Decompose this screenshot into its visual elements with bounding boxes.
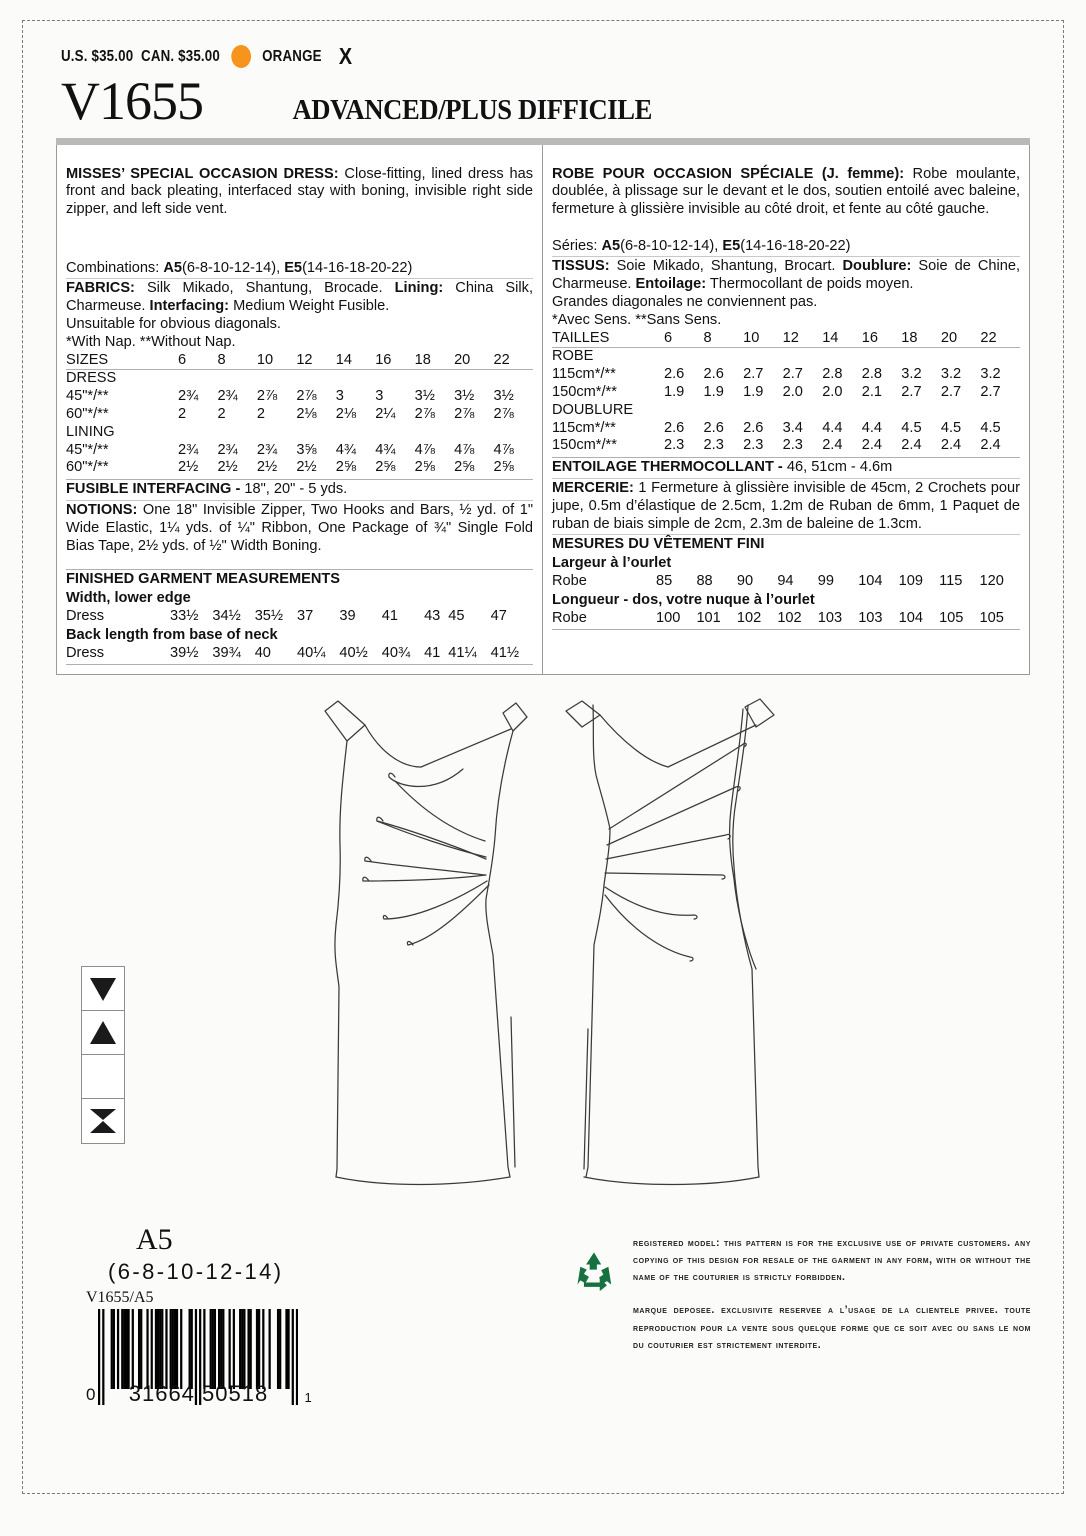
yardage-cell: 2.6	[703, 366, 724, 383]
french-desc-text: Robe moulante, doublée, à plissage sur le devant et le dos, soutien entoilé avec baleine, fermeture à glissière invisible au côté droit, et fente au côté gauche.	[552, 165, 1021, 218]
yardage-cell: 3	[335, 388, 344, 405]
french-column	[543, 145, 1029, 674]
group-header: DRESS	[66, 370, 117, 387]
yardage-cell: 4.4	[861, 419, 883, 436]
interfacing-text: Medium Weight Fusible.	[229, 298, 390, 315]
yardage-cell: 2.4	[861, 437, 883, 454]
measurement-cell: 39¾	[212, 644, 241, 661]
yardage-cell: 2.7	[940, 383, 962, 400]
english-unsuitable: Unsuitable for obvious diagonals.	[66, 315, 281, 332]
measurement-cell: 105	[939, 609, 964, 626]
measurement-cell: 90	[736, 573, 754, 590]
measurement-cell: 102	[777, 609, 802, 626]
yardage-cell: 1.9	[703, 383, 724, 400]
row-label: 150cm*/**	[552, 383, 617, 400]
dress-front-illustration	[303, 669, 573, 1209]
interfacing-line-text: 18", 20" - 5 yds.	[240, 481, 348, 498]
yardage-cell: 2.7	[901, 383, 922, 400]
spacer	[66, 234, 533, 260]
measurement-cell: 40	[254, 644, 271, 661]
french-finished-table	[552, 554, 1020, 627]
interfacing-label: Interfacing:	[149, 298, 230, 315]
english-nap-note: *With Nap. **Without Nap.	[66, 333, 236, 350]
spacer	[66, 555, 533, 567]
measurement-cell: 35½	[254, 608, 284, 625]
yardage-cell: 3.2	[980, 366, 1001, 383]
yardage-cell: 2.6	[664, 366, 685, 383]
french-interfacing-line	[552, 459, 1020, 477]
triangle-down-icon	[88, 976, 118, 1002]
symbol-key-box	[81, 966, 125, 1144]
yardage-cell: 2¾	[178, 388, 199, 405]
size-cell: 20	[454, 352, 493, 370]
combo-a-code: A5	[163, 259, 182, 276]
english-title: MISSES’ SPECIAL OCCASION DRESS:	[66, 165, 339, 182]
divider	[552, 256, 1020, 257]
row-label: Robe	[552, 573, 587, 590]
table-row	[66, 442, 533, 460]
size-cell: 12	[783, 330, 823, 348]
yardage-cell: 2	[256, 405, 265, 422]
yardage-cell: 2¾	[256, 441, 278, 458]
yardage-cell: 3½	[493, 388, 514, 405]
table-row	[552, 554, 1020, 572]
table-row	[66, 406, 533, 424]
entoilage-line-label: ENTOILAGE THERMOCOLLANT -	[552, 459, 783, 476]
yardage-cell: 4.5	[940, 419, 962, 436]
mercerie-text: 1 Fermeture à glissière invisible de 45cm, 2 Crochets pour jupe, 0.5m d’élastique de 2.5cm, 1.2m de Ruban de 6mm, 1 Paquet de ruban de biais simple de 2cm, 2.3m de baleine de 1.3cm.	[552, 479, 1020, 532]
measurement-cell: 120	[979, 573, 1004, 590]
size-cell: 14	[336, 352, 375, 370]
tissus-label: TISSUS:	[552, 258, 610, 275]
yardage-cell: 4¾	[375, 441, 396, 458]
grey-separator-band	[56, 138, 1030, 145]
yardage-cell: 3.4	[782, 419, 803, 436]
row-label: Robe	[552, 609, 587, 626]
combo-e-code: E5	[284, 259, 303, 276]
recycle-symbol-icon	[571, 1249, 617, 1293]
symbol-cell-up-triangle	[82, 1011, 124, 1055]
yardage-cell: 2.0	[822, 383, 843, 400]
measurement-cell: 47	[490, 608, 507, 625]
table-row	[66, 607, 533, 625]
size-cell: 16	[862, 330, 902, 348]
yardage-cell: 2½	[178, 459, 199, 476]
barcode-image	[98, 1309, 298, 1405]
measurement-cell: 45	[448, 608, 465, 625]
yardage-cell: 2⅞	[454, 405, 475, 422]
table-row	[552, 572, 1020, 590]
measurement-cell: 100	[656, 609, 681, 626]
barcode-area	[86, 1309, 408, 1405]
size-cell: 8	[217, 352, 256, 370]
entoilage-text: Thermocollant de poids moyen.	[706, 276, 914, 293]
measurement-cell: 94	[777, 573, 794, 590]
size-cell: 12	[296, 352, 335, 370]
table-row	[552, 348, 1020, 366]
yardage-cell: 2⅝	[454, 459, 475, 476]
size-cell: 6	[178, 352, 217, 370]
measurement-cell: 105	[979, 609, 1004, 626]
table-row	[66, 626, 533, 644]
english-interfacing-line	[66, 481, 533, 499]
measurement-cell: 115	[939, 573, 963, 590]
measurement-cell: 34½	[212, 608, 241, 625]
yardage-cell: 3½	[454, 388, 475, 405]
yardage-cell: 2.8	[822, 366, 843, 383]
combinations-label: Combinations:	[66, 259, 164, 276]
measurement-cell: 40½	[339, 644, 368, 661]
yardage-cell: 4.5	[980, 419, 1001, 436]
barcode-label: V1655/A5	[86, 1289, 154, 1306]
measurement-subhead: Largeur à l’ourlet	[552, 555, 672, 572]
yardage-cell: 2.4	[901, 437, 922, 454]
measurement-cell: 37	[297, 608, 314, 625]
table-row	[552, 420, 1020, 438]
measurement-cell: 40¾	[381, 644, 411, 661]
group-header: ROBE	[552, 348, 594, 365]
french-combinations	[552, 238, 1020, 256]
symbol-cell-blank	[82, 1055, 124, 1099]
yardage-cell: 1.9	[664, 383, 685, 400]
size-cell: 10	[257, 352, 296, 370]
divider	[552, 629, 1020, 630]
yardage-cell: 2.7	[782, 366, 803, 383]
size-cell: 8	[704, 330, 744, 348]
english-finished-table	[66, 589, 533, 662]
english-desc-text: Close-fitting, lined dress has front and back pleating, interfaced stay with boning, invisible right side zipper, and left side vent.	[66, 165, 534, 218]
yardage-cell: 2.8	[861, 366, 883, 383]
header	[23, 21, 1063, 131]
french-description	[552, 166, 1020, 219]
yardage-cell: 2.3	[743, 437, 764, 454]
yardage-cell: 2⅝	[335, 459, 357, 476]
yardage-cell: 4⅞	[414, 441, 435, 458]
measurement-subhead: Back length from base of neck	[66, 626, 278, 643]
yardage-cell: 2⅛	[296, 405, 317, 422]
yardage-cell: 3⅝	[296, 441, 317, 458]
tissus-text: Soie Mikado, Shantung, Brocart.	[609, 258, 843, 275]
table-row	[552, 366, 1020, 384]
combo-e-sizes: (14-16-18-20-22)	[740, 237, 851, 254]
yardage-cell: 4.5	[901, 419, 922, 436]
fabrics-label: FABRICS:	[66, 280, 135, 297]
yardage-cell: 2.0	[782, 383, 803, 400]
table-row	[552, 402, 1020, 420]
recycle-icon	[571, 1235, 619, 1354]
interfacing-line-label: FUSIBLE INTERFACING -	[66, 481, 241, 498]
table-row	[66, 589, 533, 607]
title-row	[61, 71, 1063, 131]
legal-texts	[633, 1235, 1031, 1354]
table-row	[66, 424, 533, 442]
table-row	[552, 330, 1020, 348]
yardage-cell: 3.2	[901, 366, 922, 383]
color-name: ORANGE	[262, 47, 322, 65]
table-row	[552, 437, 1020, 455]
size-cell: 18	[415, 352, 454, 370]
yardage-cell: 2⅛	[335, 405, 357, 422]
english-fabrics	[66, 280, 533, 316]
lining-text: China Silk, Charmeuse.	[66, 280, 533, 315]
measurement-cell: 103	[858, 609, 883, 626]
french-nap-note: *Avec Sens. **Sans Sens.	[552, 311, 722, 328]
divider	[66, 278, 533, 279]
french-yardage-body	[552, 330, 1020, 456]
measurement-cell: 40¼	[297, 644, 326, 661]
measurement-subhead: Longueur - dos, votre nuque à l’ourlet	[552, 591, 815, 608]
size-block	[78, 1223, 408, 1405]
fabrics-text: Silk Mikado, Shantung, Brocade.	[134, 280, 395, 297]
doublure-label: Doublure:	[842, 258, 912, 275]
yardage-cell: 2⅝	[493, 459, 514, 476]
english-finished-body	[66, 589, 533, 662]
yardage-cell: 2.4	[940, 437, 962, 454]
info-columns	[56, 145, 1030, 675]
yardage-cell: 1.9	[743, 383, 764, 400]
combo-e-code: E5	[722, 237, 741, 254]
yardage-cell: 2.3	[782, 437, 803, 454]
yardage-cell: 2.6	[743, 419, 764, 436]
french-unsuitable: Grandes diagonales ne conviennent pas.	[552, 293, 818, 310]
yardage-cell: 2½	[256, 459, 278, 476]
yardage-cell: 2⅝	[414, 459, 435, 476]
row-label: 45"*/**	[66, 388, 109, 405]
measurement-cell: 99	[817, 573, 834, 590]
legal-block	[571, 1235, 1031, 1354]
measurement-cell: 41	[424, 644, 441, 661]
sizes-header: SIZES	[66, 352, 178, 370]
yardage-cell: 2.7	[743, 366, 764, 383]
yardage-cell: 4⅞	[493, 441, 514, 458]
measurement-cell: 33½	[170, 608, 199, 625]
row-label: Dress	[66, 608, 105, 625]
entoilage-label: Entoilage:	[635, 276, 707, 293]
table-row	[552, 384, 1020, 402]
table-row	[66, 352, 533, 370]
divider	[552, 478, 1020, 479]
divider	[66, 500, 533, 501]
group-header: LINING	[66, 423, 115, 440]
combo-a-sizes: (6-8-10-12-14),	[182, 259, 285, 276]
yardage-cell: 4¾	[335, 441, 357, 458]
french-notions	[552, 480, 1020, 533]
yardage-cell: 3	[375, 388, 384, 405]
yardage-cell: 2.3	[703, 437, 724, 454]
us-price: U.S. $35.00	[61, 47, 134, 65]
table-row	[552, 591, 1020, 609]
symbol-cell-down-triangle	[82, 967, 124, 1011]
yardage-cell: 2.6	[703, 419, 724, 436]
legal-text-fr: marque deposee. exclusivite reservee a l’usage de la clientele privee. toute reproduction pour la vente sous quelque forme que ce soit avec ou sans le nom du couturier est strictement interdite.	[633, 1304, 1031, 1351]
table-row	[66, 459, 533, 477]
row-label: 60"*/**	[66, 405, 109, 422]
size-cell: 20	[941, 330, 981, 348]
yardage-cell: 2¼	[375, 405, 396, 422]
size-cell: 16	[375, 352, 414, 370]
measurement-cell: 104	[898, 609, 923, 626]
english-yardage-table	[66, 352, 533, 478]
yardage-cell: 2.7	[980, 383, 1001, 400]
french-finished-body	[552, 554, 1020, 627]
lining-label: Lining:	[394, 280, 444, 297]
entoilage-line-text: 46, 51cm - 4.6m	[782, 459, 893, 476]
barcode-digit-right: 1	[304, 1390, 312, 1405]
size-cell: 18	[901, 330, 941, 348]
yardage-cell: 3.2	[940, 366, 962, 383]
illustration-area	[56, 661, 1030, 1251]
yardage-cell: 4.4	[822, 419, 843, 436]
yardage-cell: 2¾	[178, 441, 199, 458]
yardage-cell: 2.1	[861, 383, 883, 400]
can-price: CAN. $35.00	[141, 47, 220, 65]
measurement-cell: 102	[736, 609, 762, 626]
row-label: Dress	[66, 644, 105, 661]
yardage-cell: 2⅞	[256, 388, 278, 405]
measurement-cell: 41½	[490, 644, 519, 661]
english-combinations	[66, 260, 533, 278]
french-title: ROBE POUR OCCASION SPÉCIALE (J. femme):	[552, 165, 905, 182]
barcode-digits: 31664 50518	[128, 1381, 269, 1406]
yardage-cell: 2½	[217, 459, 238, 476]
row-label: 150cm*/**	[552, 437, 617, 454]
yardage-cell: 3½	[414, 388, 435, 405]
measurement-cell: 39	[339, 608, 356, 625]
french-fabrics	[552, 258, 1020, 294]
yardage-cell: 2⅞	[296, 388, 317, 405]
table-row	[66, 370, 533, 388]
sizes-header: TAILLES	[552, 330, 664, 348]
divider	[66, 569, 533, 570]
difficulty-label: ADVANCED/PLUS DIFFICILE	[292, 95, 652, 126]
symbol-cell-hourglass	[82, 1099, 124, 1143]
notions-label: NOTIONS:	[66, 501, 138, 518]
measurement-cell: 39½	[170, 644, 199, 661]
english-yardage-body	[66, 352, 533, 478]
english-description	[66, 166, 533, 219]
row-label: 45"*/**	[66, 441, 109, 458]
measurement-cell: 85	[656, 573, 673, 590]
x-mark-icon: X	[338, 43, 353, 69]
row-label: 115cm*/**	[552, 366, 616, 383]
measurement-cell: 41	[381, 608, 398, 625]
yardage-cell: 2.3	[664, 437, 685, 454]
english-finished-header: FINISHED GARMENT MEASUREMENTS	[66, 571, 341, 588]
table-row	[552, 609, 1020, 627]
series-label: Séries:	[552, 237, 602, 254]
french-finished-header: MESURES DU VÊTEMENT FINI	[552, 536, 765, 553]
yardage-cell: 2.6	[664, 419, 685, 436]
table-row	[66, 388, 533, 406]
size-cell: 22	[980, 330, 1020, 348]
footer	[23, 1223, 1063, 1493]
combo-a-sizes: (6-8-10-12-14),	[620, 237, 723, 254]
measurement-cell: 43	[424, 608, 441, 625]
yardage-cell: 2⅞	[493, 405, 514, 422]
yardage-cell: 2⅞	[414, 405, 435, 422]
english-notions	[66, 502, 533, 555]
doublure-text: Soie de Chine, Charmeuse.	[552, 258, 1021, 293]
yardage-cell: 2⅝	[375, 459, 396, 476]
table-row	[66, 644, 533, 662]
combo-a-code: A5	[601, 237, 621, 254]
yardage-cell: 2	[217, 405, 226, 422]
row-label: 60"*/**	[66, 459, 109, 476]
size-cell: 14	[822, 330, 862, 348]
measurement-cell: 88	[696, 573, 713, 590]
combo-e-sizes: (14-16-18-20-22)	[302, 259, 413, 276]
english-column	[57, 145, 543, 674]
divider	[552, 457, 1020, 458]
divider	[66, 479, 533, 480]
mercerie-label: MERCERIE:	[552, 479, 634, 496]
yardage-cell: 4⅞	[454, 441, 475, 458]
pattern-envelope-back	[22, 20, 1064, 1494]
legal-text-en: registered model: this pattern is for the exclusive use of private customers. any copying of this design for resale of the garment in any form, with or without the name of the couturier is strictly forbidden.	[633, 1237, 1031, 1284]
measurement-cell: 104	[858, 573, 883, 590]
yardage-cell: 2¾	[217, 388, 238, 405]
triangle-up-icon	[88, 1020, 118, 1046]
measurement-cell: 109	[898, 573, 923, 590]
dress-back-illustration	[560, 669, 830, 1209]
pattern-number: V1655	[61, 71, 203, 131]
size-cell: 6	[664, 330, 704, 348]
yardage-cell: 2.4	[822, 437, 843, 454]
yardage-cell: 2.4	[980, 437, 1001, 454]
size-cell: 22	[494, 352, 534, 370]
measurement-subhead: Width, lower edge	[66, 590, 191, 607]
measurement-cell: 41¼	[448, 644, 477, 661]
measurement-cell: 103	[817, 609, 843, 626]
row-label: 115cm*/**	[552, 419, 616, 436]
measurement-cell: 101	[696, 609, 721, 626]
price-row	[61, 43, 923, 70]
size-range: (6-8-10-12-14)	[108, 1259, 284, 1284]
size-cell: 10	[743, 330, 783, 348]
color-dot-icon	[231, 45, 251, 68]
barcode-digit-left: 0	[86, 1385, 96, 1404]
yardage-cell: 2½	[296, 459, 317, 476]
size-code: A5	[136, 1223, 173, 1256]
group-header: DOUBLURE	[552, 401, 634, 418]
french-yardage-table	[552, 330, 1020, 456]
yardage-cell: 2	[178, 405, 187, 422]
hourglass-icon	[88, 1107, 118, 1135]
notions-text: One 18" Invisible Zipper, Two Hooks and Bars, ½ yd. of 1" Wide Elastic, 1¼ yds. of ¼" Ribbon, One Package of ¾" Single Fold Bias Tape, 2½ yds. of ½" Width Boning.	[66, 501, 533, 554]
yardage-cell: 2¾	[217, 441, 238, 458]
